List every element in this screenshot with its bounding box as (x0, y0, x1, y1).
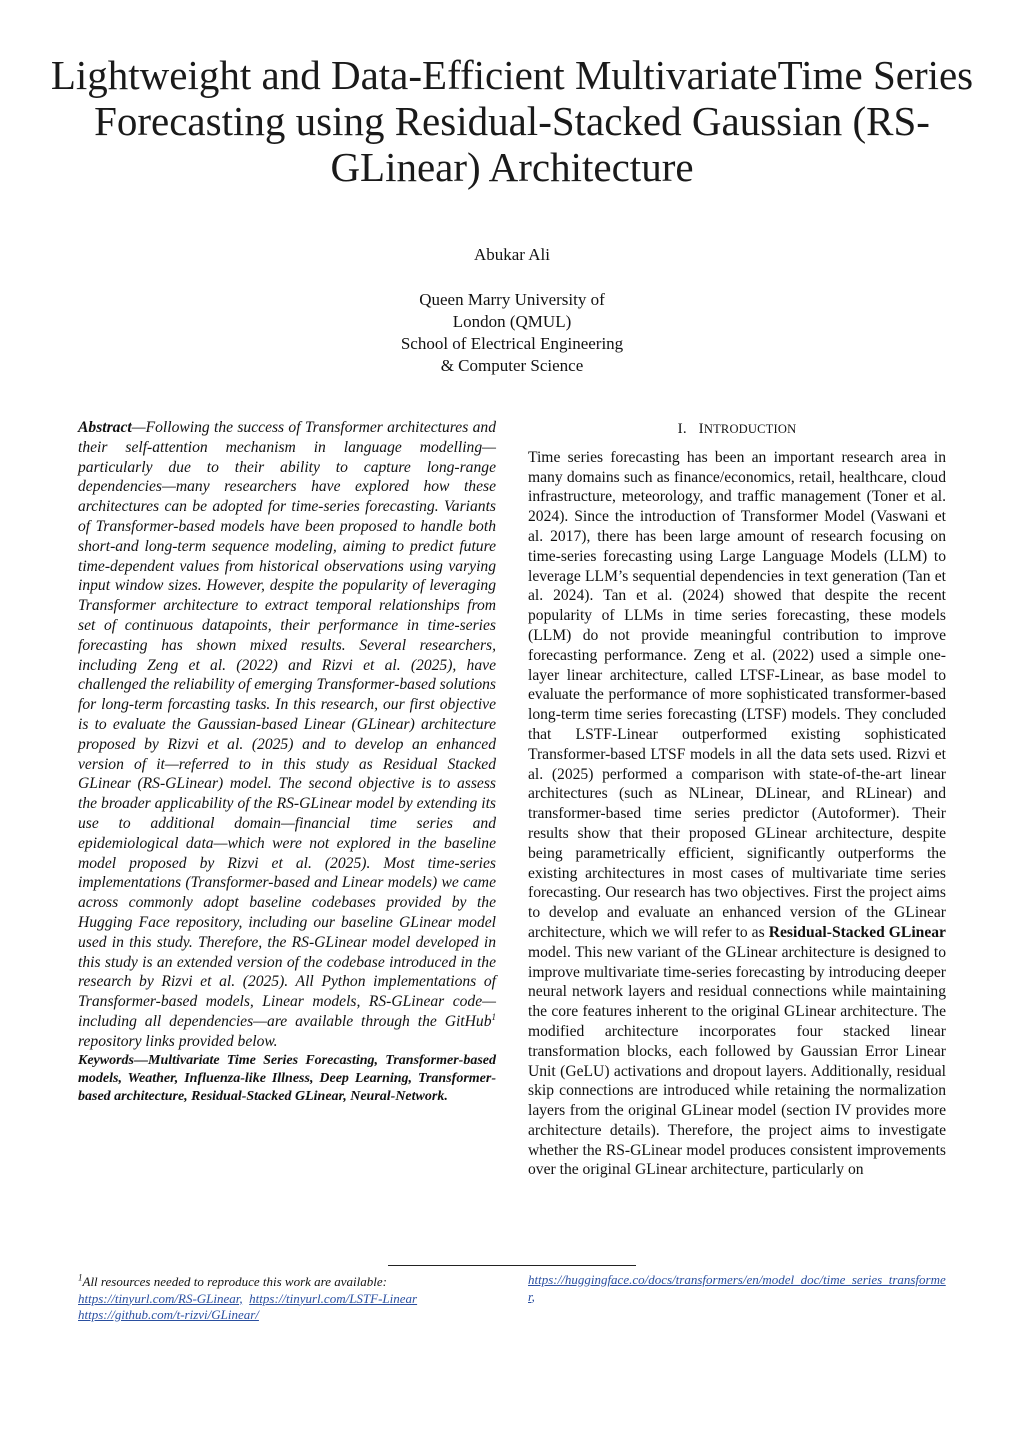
section-heading-introduction (528, 420, 946, 440)
abstract-tail: repository links provided below. (78, 1032, 278, 1050)
footnote-continued (528, 1272, 946, 1305)
footnote-link-github[interactable]: https://github.com/t-rizvi/GLinear/ (78, 1307, 259, 1322)
footnote-link-huggingface[interactable]: https://huggingface.co/docs/transformers/en/model_doc/time_series_transformer, (528, 1272, 946, 1304)
intro-text-before: Time series forecasting has been an important research area in many domains such as finance/economics, retail, healthcare, cloud infrastructure, meteorology, and traffic management (Toner et al. 2024). Since the introduction of Transformer Model (Vaswani et al. 2017), there has been large amount of research focusing on time-series forecasting using Large Language Models (LLM) to leverage LLM’s sequential dependencies in text generation (Tan et al. 2024). Tan et al. (2024) showed that despite the recent popularity of LLMs in time series forecasting, these models (LLM) do not provide meaningful contribution to improve forecasting performance. Zeng et al. (2022) used a simple one-layer linear architecture, called LTSF-Linear, as base model to evaluate the performance of more sophisticated transformer-based long-term time series forecasting (LTSF) models. They concluded that LSTF-Linear outperformed existing sophisticated Transformer-based LTSF models in all the data sets used. Rizvi et al. (2025) performed a comparison with state-of-the-art linear architectures (such as NLinear, DLinear, and RLinear) and transformer-based time series predictor (Autoformer). Their results show that their proposed GLinear architecture, despite being parametrically efficient, significantly outperforms the existing architectures in most cases of multivariate time series forecasting. Our research has two objectives. First the project aims to develop and evaluate an enhanced version of the GLinear architecture, which we will refer to as (528, 448, 946, 941)
keywords: Keywords—Multivariate Time Series Forecasting, Transformer-based models, Weather, Influenza-like Illness, Deep Learning, Transformer-based architecture, Residual-Stacked GLinear, Neural-Network. (78, 1052, 496, 1104)
left-column (78, 418, 496, 1106)
abstract-text: —Following the success of Transformer architectures and their self-attention mechanism in language modelling—particularly due to their ability to capture long-range dependencies—many researchers have explored how these architectures can be adopted for time-series forecasting. Variants of Transformer-based models have been proposed to handle both short-and long-term sequence modeling, aiming to predict future time-dependent values from historical observations using varying input window sizes. However, despite the popularity of leveraging Transformer architecture to extract temporal relationships from set of continuous datapoints, their performance in time-series forecasting has shown mixed results. Several researchers, including Zeng et al. (2022) and Rizvi et al. (2025), have challenged the reliability of emerging Transformer-based solutions for long-term forcasting tasks. In this research, our first objective is to evaluate the Gaussian-based Linear (GLinear) architecture proposed by Rizvi et al. (2025) and to develop an enhanced version of it—referred to in this study as Residual Stacked GLinear (RS-GLinear) model. The second objective is to assess the broader applicability of the RS-GLinear model by extending its use to additional domain—financial time series and epidemiological data—which were not explored in the baseline model proposed by Rizvi et al. (2025). Most time-series implementations (Transformer-based and Linear models) we came across commonly adopt baseline codebases provided by the Hugging Face repository, including our baseline GLinear model used in this study. Therefore, the RS-GLinear model developed in this study is an extended version of the codebase introduced in the research by Rizvi et al. (2025). All Python implementations of Transformer-based models, Linear models, RS-GLinear code—including all dependencies—are available through the GitHub (78, 419, 496, 1030)
affiliation-line: Queen Marry University of (419, 290, 605, 309)
affiliation-line: & Computer Science (440, 356, 584, 375)
footnote-link-rs-glinear[interactable]: https://tinyurl.com/RS-GLinear, (78, 1290, 243, 1306)
affiliation-line: School of Electrical Engineering (400, 334, 624, 353)
intro-text-after: model. This new variant of the GLinear architecture is designed to improve multivariate time-series forecasting by introducing deeper neural network layers and residual connections while maintaining the core features inherent to the original GLinear architecture. The modified architecture incorporates four stacked linear transformation blocks, each followed by Gaussian Error Linear Unit (GeLU) activations and dropout layers. Additionally, residual skip connections are introduced while retaining the normalization layers from the original GLinear model (section IV provides more architecture details). Therefore, the project aims to investigate whether the RS-GLinear model produces consistent improvements over the original GLinear architecture, particularly on (528, 943, 946, 1179)
footnote-marker: 1 (491, 1011, 496, 1022)
affiliation-line: London (QMUL) (452, 312, 572, 331)
paper-title: Lightweight and Data-Efficient MultivariateTime Series Forecasting using Residual-Stacked Gaussian (RS-GLinear) Architecture (50, 52, 974, 190)
section-title-initial: I (698, 421, 704, 437)
abstract-label: Abstract (78, 419, 132, 436)
affiliation (0, 289, 1024, 377)
footnote-text: All resources needed to reproduce this work are available: (82, 1274, 387, 1289)
right-column (528, 420, 946, 1180)
footnote-link-lstf-linear[interactable]: https://tinyurl.com/LSTF-Linear (249, 1290, 418, 1306)
footnote-rule (388, 1265, 636, 1266)
intro-bold-term: Residual-Stacked GLinear (768, 923, 946, 941)
introduction-paragraph (528, 448, 946, 1180)
footnote (78, 1274, 498, 1324)
section-numeral: I. (677, 421, 687, 437)
abstract (78, 418, 496, 1052)
footnote-number: 1 (78, 1272, 83, 1283)
section-title-rest: NTRODUCTION (703, 422, 797, 436)
author-name: Abukar Ali (473, 245, 551, 264)
